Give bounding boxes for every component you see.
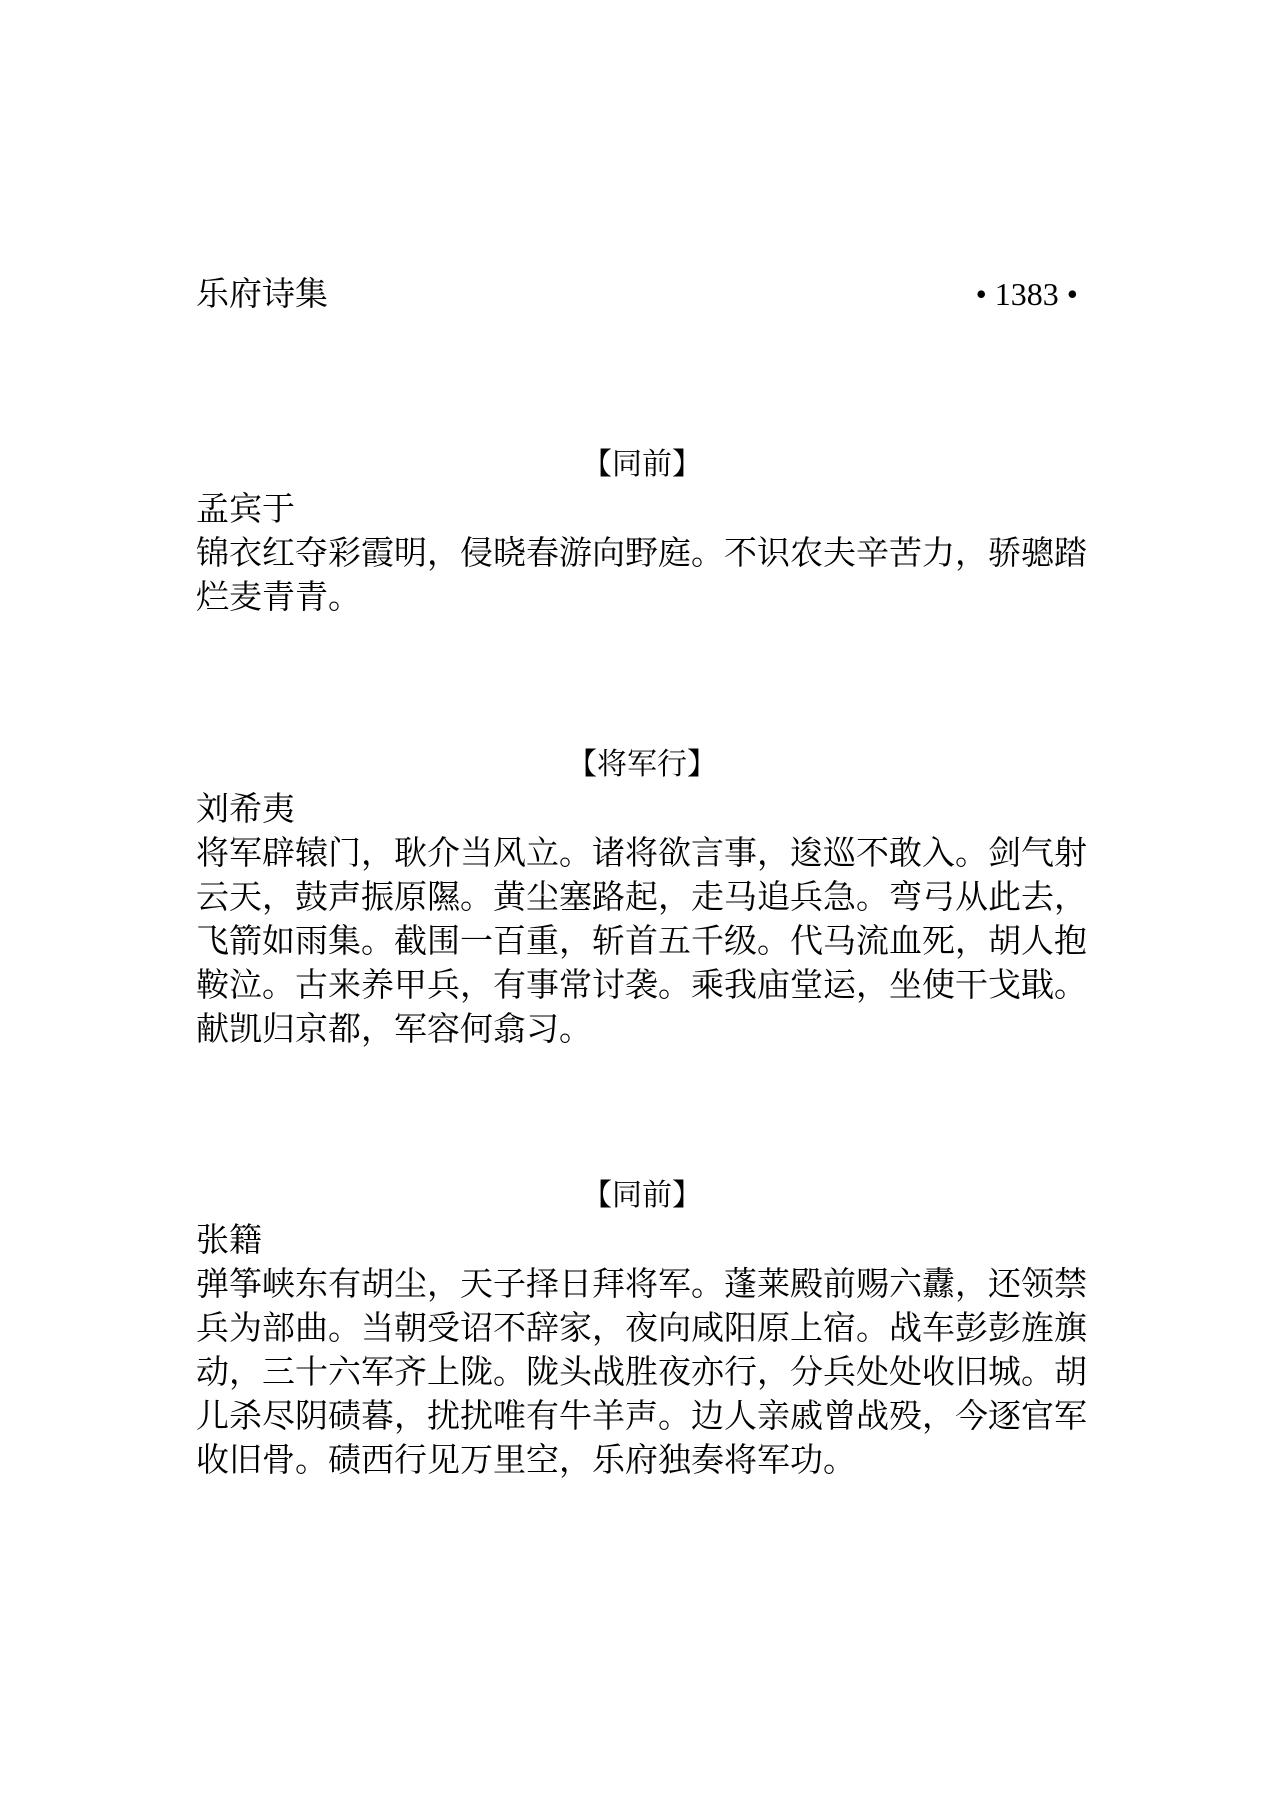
poem-line: 献凯归京都，军容何翕习。 — [196, 1009, 592, 1048]
poem — [196, 1174, 1088, 1482]
poem-author: 张籍 — [196, 1220, 262, 1259]
poem-title: 【将军行】 — [567, 747, 717, 782]
poem — [196, 443, 1088, 619]
poem-line: 锦衣红夺彩霞明，侵晓春游向野庭。不识农夫辛苦力，骄骢踏 — [196, 533, 1087, 572]
poem-author: 孟宾于 — [196, 489, 295, 528]
poem-line: 将军辟辕门，耿介当风立。诸将欲言事，逡巡不敢入。剑气射 — [196, 833, 1087, 872]
poem-title: 【同前】 — [582, 1178, 702, 1213]
book-title: 乐府诗集 — [196, 274, 328, 313]
poem-line: 儿杀尽阴碛暮，扰扰唯有牛羊声。边人亲戚曾战殁，今逐官军 — [196, 1396, 1087, 1435]
poem-line: 动，三十六军齐上陇。陇头战胜夜亦行，分兵处处收旧城。胡 — [196, 1352, 1087, 1391]
poem-line: 鞍泣。古来养甲兵，有事常讨袭。乘我庙堂运，坐使干戈戢。 — [196, 965, 1087, 1004]
poem-author: 刘希夷 — [196, 789, 295, 828]
poem-line: 弹筝峡东有胡尘，天子择日拜将军。蓬莱殿前赐六纛，还领禁 — [196, 1264, 1087, 1303]
poem-title: 【同前】 — [582, 447, 702, 482]
poem-line: 烂麦青青。 — [196, 577, 361, 616]
poem-line: 兵为部曲。当朝受诏不辞家，夜向咸阳原上宿。战车彭彭旌旗 — [196, 1308, 1087, 1347]
page-number: • 1383 • — [975, 276, 1078, 312]
poem-line: 飞箭如雨集。截围一百重，斩首五千级。代马流血死，胡人抱 — [196, 921, 1087, 960]
poem-line: 收旧骨。碛西行见万里空，乐府独奏将军功。 — [196, 1440, 856, 1479]
poem — [196, 743, 1088, 1051]
running-header — [196, 272, 1078, 316]
poem-line: 云天，鼓声振原隰。黄尘塞路起，走马追兵急。弯弓从此去， — [196, 877, 1087, 916]
